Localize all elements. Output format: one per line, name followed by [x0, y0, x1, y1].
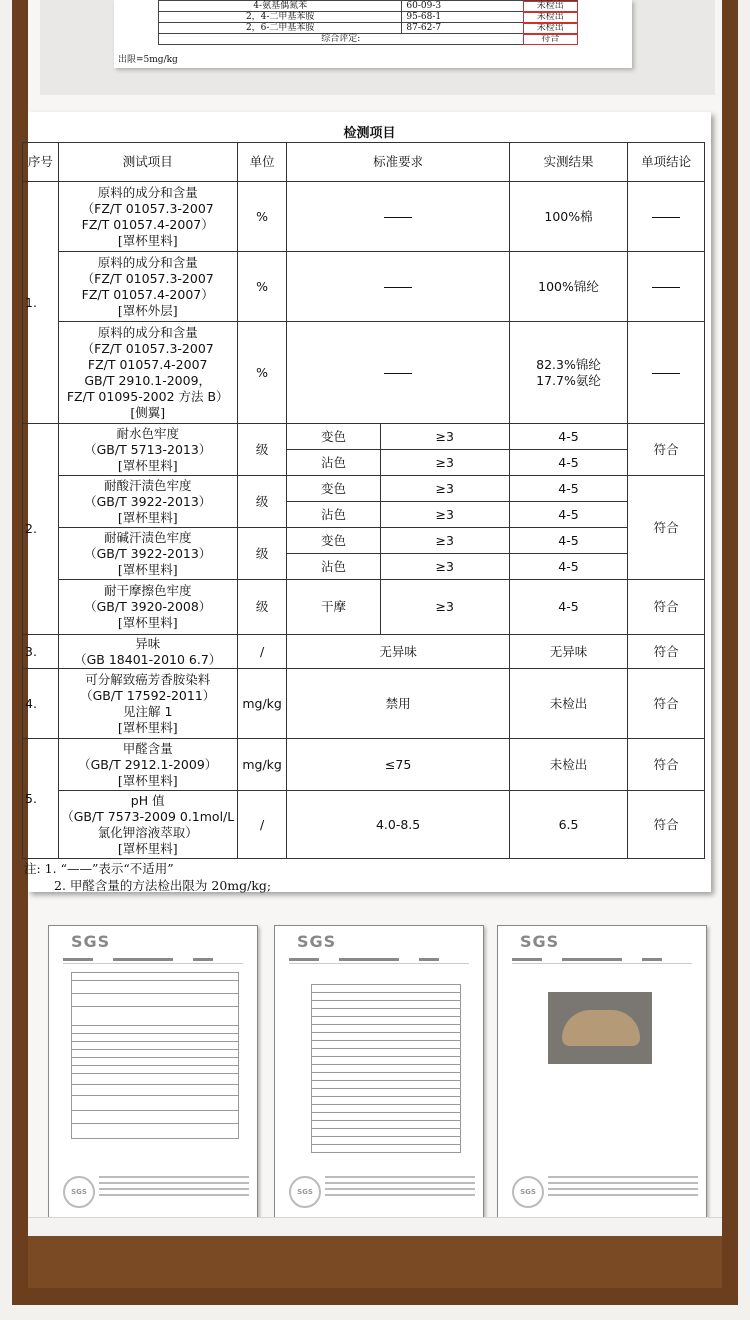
- table-row: 3. 异味 （GB 18401-2010 6.7） / 无异味 无异味 符合: [23, 635, 705, 669]
- row-number: 2.: [23, 424, 59, 635]
- header-unit: 单位: [237, 143, 287, 182]
- table-row: 4. 可分解致癌芳香胺染料 （GB/T 17592-2011） 见注解 1 [罩杯里料] mg/kg 禁用 未检出 符合: [23, 669, 705, 739]
- test-item: 耐碱汗渍色牢度 （GB/T 3922-2013） [罩杯里料]: [58, 528, 237, 580]
- table-row: 沾色 ≥3 4-5: [23, 450, 705, 476]
- row-number: 1.: [23, 182, 59, 424]
- table-row: pH 值 （GB/T 7573-2009 0.1mol/L 氯化钾溶液萃取） [罩杯里料] / 4.0-8.5 6.5 符合: [23, 791, 705, 859]
- sheet-title: 检测项目: [343, 126, 396, 141]
- table-row: 沾色 ≥3 4-5: [23, 502, 705, 528]
- limit-note: 出限=5mg/kg: [118, 55, 178, 65]
- test-item: pH 值 （GB/T 7573-2009 0.1mol/L 氯化钾溶液萃取） [罩杯里料]: [58, 791, 237, 859]
- header-item: 测试项目: [58, 143, 237, 182]
- table-row: 2. 耐水色牢度 （GB/T 5713-2013） [罩杯里料] 级 变色 ≥3 4-5 符合: [23, 424, 705, 450]
- report-thumbnail-3[interactable]: [497, 925, 707, 1219]
- header-standard: 标准要求: [287, 143, 509, 182]
- previous-report-page: [40, 0, 715, 95]
- not-applicable: [287, 182, 509, 252]
- row-number: 4.: [23, 669, 59, 739]
- table-row: 原料的成分和含量 （FZ/T 01057.3-2007 FZ/T 01057.4-2007 GB/T 2910.1-2009， FZ/T 01095-2002 方法 B） [侧翼] % 82.3%锦纶 17.7%氨纶: [23, 322, 705, 424]
- sample-photo: [548, 992, 652, 1064]
- test-item: 原料的成分和含量 （FZ/T 01057.3-2007 FZ/T 01057.4-2007 GB/T 2910.1-2009， FZ/T 01095-2002 方法 B） [侧翼]: [58, 322, 237, 424]
- report-thumbnail-2[interactable]: [274, 925, 484, 1219]
- not-applicable: [287, 322, 509, 424]
- header-no: 序号: [23, 143, 59, 182]
- test-items-sheet: [24, 112, 711, 893]
- test-item: 可分解致癌芳香胺染料 （GB/T 17592-2011） 见注解 1 [罩杯里料]: [58, 669, 237, 739]
- not-applicable: [628, 322, 705, 424]
- test-item: 原料的成分和含量 （FZ/T 01057.3-2007 FZ/T 01057.4-2007） [罩杯里料]: [58, 182, 237, 252]
- report-paper: [114, 0, 632, 68]
- frame-bottom: [12, 1288, 738, 1305]
- table-row: 5. 甲醛含量 （GB/T 2912.1-2009） [罩杯里料] mg/kg ≤75 未检出 符合: [23, 739, 705, 791]
- table-row: 耐干摩擦色牢度 （GB/T 3920-2008） [罩杯里料] 级 干摩 ≥3 4-5 符合: [23, 580, 705, 635]
- row-number: 5.: [23, 739, 59, 859]
- thumb-table: [71, 972, 239, 1139]
- header-row: [23, 143, 705, 182]
- table-row: 综合评定: 符合: [159, 34, 578, 45]
- not-applicable: [287, 252, 509, 322]
- table-row: 原料的成分和含量 （FZ/T 01057.3-2007 FZ/T 01057.4-2007） [罩杯外层] % 100%锦纶: [23, 252, 705, 322]
- header-conclusion: 单项结论: [628, 143, 705, 182]
- frame-bottom-inner: [28, 1235, 722, 1288]
- table-row: 沾色 ≥3 4-5: [23, 554, 705, 580]
- sgs-logo: SGS: [520, 932, 560, 951]
- amine-table: [158, 0, 578, 45]
- table-row: 2，6-二甲基苯胺 87-62-7 未检出: [159, 23, 578, 34]
- table-row: 耐酸汗渍色牢度 （GB/T 3922-2013） [罩杯里料] 级 变色 ≥3 4-5 符合: [23, 476, 705, 502]
- table-row: 耐碱汗渍色牢度 （GB/T 3922-2013） [罩杯里料] 级 变色 ≥3 4-5: [23, 528, 705, 554]
- not-applicable: [628, 182, 705, 252]
- sgs-seal-icon: SGS: [63, 1176, 95, 1208]
- sgs-seal-icon: SGS: [512, 1176, 544, 1208]
- report-thumbnail-1[interactable]: [48, 925, 258, 1219]
- frame-right: [722, 0, 738, 1305]
- bra-sample-icon: [562, 1010, 640, 1046]
- thumb-table: [311, 984, 461, 1153]
- test-item: 异味 （GB 18401-2010 6.7）: [58, 635, 237, 669]
- table-notes: 注: 1. “——”表示“不适用” 2. 甲醛含量的方法检出限为 20mg/kg;: [24, 861, 272, 893]
- bottom-shelf: [28, 1217, 722, 1236]
- test-item: 耐酸汗渍色牢度 （GB/T 3922-2013） [罩杯里料]: [58, 476, 237, 528]
- test-item: 耐干摩擦色牢度 （GB/T 3920-2008） [罩杯里料]: [58, 580, 237, 635]
- test-item: 耐水色牢度 （GB/T 5713-2013） [罩杯里料]: [58, 424, 237, 476]
- table-row: 1. 原料的成分和含量 （FZ/T 01057.3-2007 FZ/T 01057.4-2007） [罩杯里料] % 100%棉: [23, 182, 705, 252]
- sgs-logo: SGS: [71, 932, 111, 951]
- sgs-seal-icon: SGS: [289, 1176, 321, 1208]
- table-row: 4-氨基偶氮苯 60-09-3 未检出: [159, 1, 578, 12]
- test-items-table: [22, 142, 705, 859]
- row-number: 3.: [23, 635, 59, 669]
- test-item: 甲醛含量 （GB/T 2912.1-2009） [罩杯里料]: [58, 739, 237, 791]
- header-result: 实测结果: [509, 143, 627, 182]
- not-applicable: [628, 252, 705, 322]
- sgs-logo: SGS: [297, 932, 337, 951]
- test-item: 原料的成分和含量 （FZ/T 01057.3-2007 FZ/T 01057.4-2007） [罩杯外层]: [58, 252, 237, 322]
- table-row: 2，4-二甲基苯胺 95-68-1 未检出: [159, 12, 578, 23]
